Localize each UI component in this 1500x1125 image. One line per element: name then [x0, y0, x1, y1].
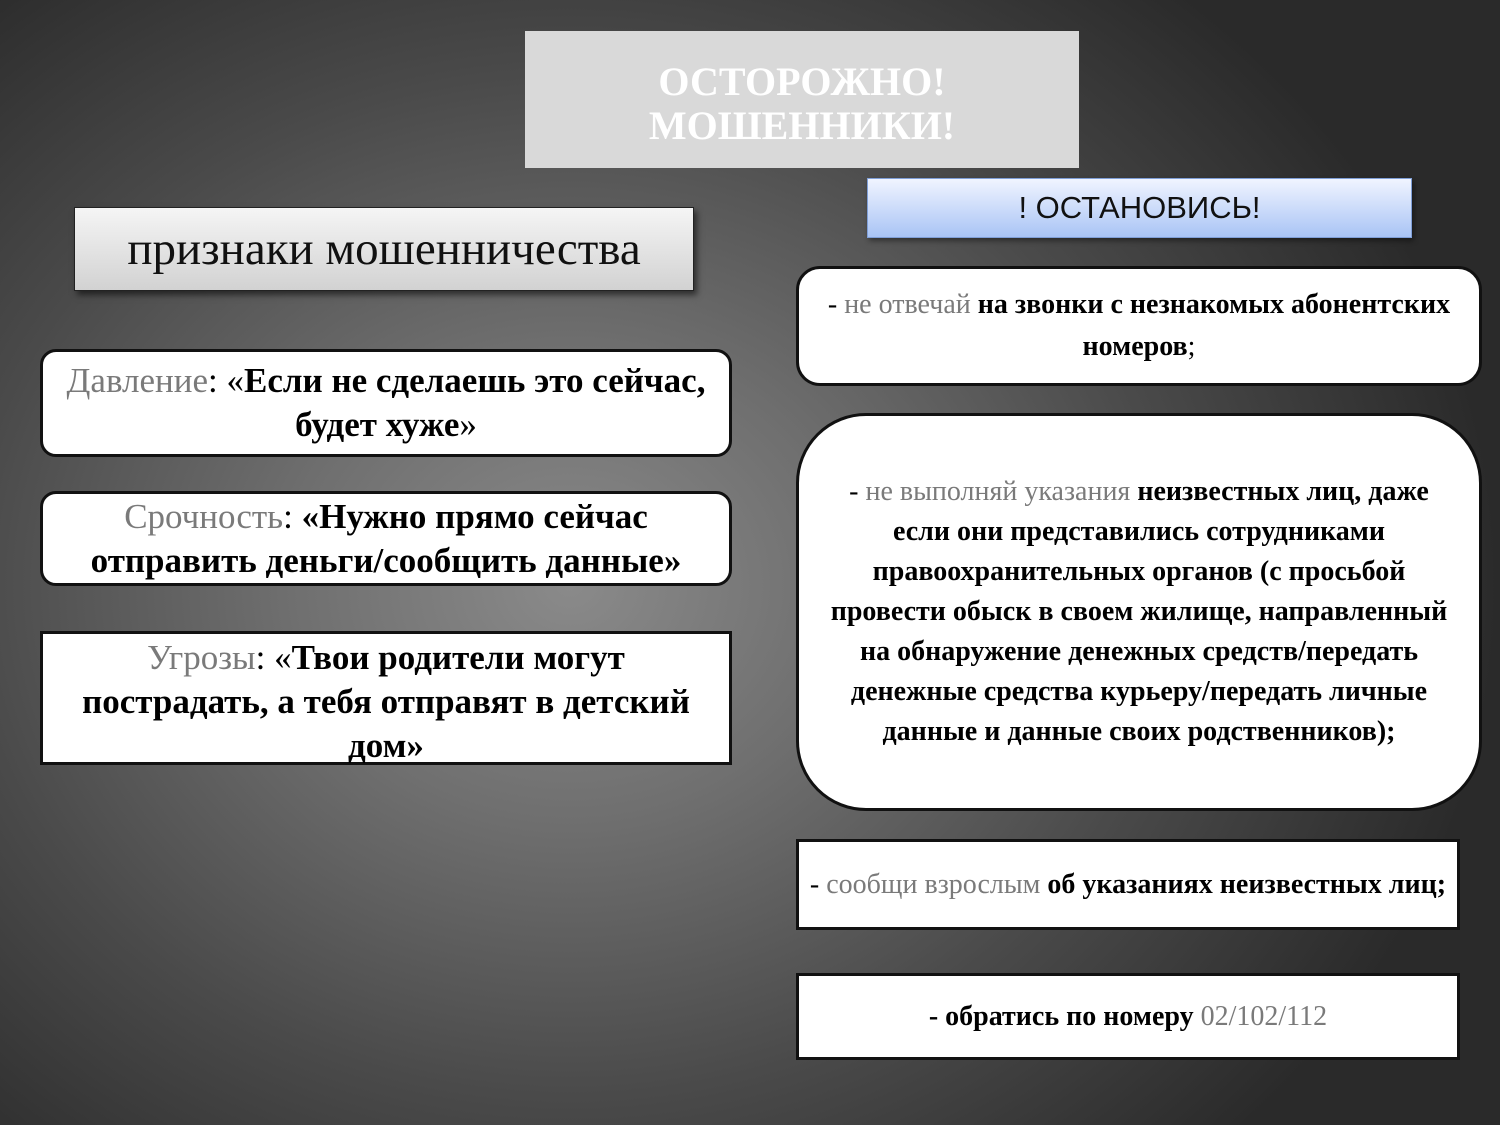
advice-instructions-text: - не выполняй указания неизвестных лиц, даже если они представились сотрудниками правоохранительных органов (с просьбой провести обыск в своем жилище, направленный на обнаружение денежных средств/передать денежные средства курьеру/передать личные данные и данные своих родственников); [830, 476, 1448, 747]
stop-header: ! ОСТАНОВИСЬ! [867, 178, 1412, 238]
advice-calls-text: - не отвечай на звонки с незнакомых абонентских номеров; [827, 289, 1451, 362]
advice-emergency-card [796, 973, 1460, 1060]
sign-threats-text: Угрозы: «Твои родители могут пострадать, а тебя отправят в детский дом» [82, 638, 690, 765]
sign-pressure-card [40, 349, 732, 457]
advice-tell-adults-text: - сообщи взрослым об указаниях неизвестных лиц; [809, 868, 1447, 900]
advice-tell-adults-card [796, 839, 1460, 930]
advice-emergency-text: - обратись по номеру 02/102/112 [928, 1000, 1328, 1032]
sign-quote: «Нужно прямо сейчас отправить деньги/сообщить данные» [90, 496, 682, 580]
sign-label: Срочность [124, 496, 284, 536]
advice-calls-card [796, 266, 1482, 386]
sign-label: Давление [66, 361, 209, 400]
warning-title [525, 31, 1079, 168]
sign-pressure-text: Давление: «Если не сделаешь это сейчас, будет хуже» [66, 361, 706, 444]
fraud-signs-header: признаки мошенничества [74, 207, 694, 291]
title-line-2: МОШЕННИКИ! [648, 102, 956, 148]
advice-instructions-card [796, 413, 1482, 811]
sign-threats-card [40, 631, 732, 765]
sign-urgency-text: Срочность: «Нужно прямо сейчас отправить деньги/сообщить данные» [90, 496, 682, 580]
emergency-numbers: 02/102/112 [1200, 1000, 1328, 1032]
sign-quote: Твои родители могут пострадать, а тебя отправят в детский дом» [82, 638, 690, 765]
title-line-1: ОСТОРОЖНО! [658, 58, 946, 104]
sign-quote: Если не сделаешь это сейчас, будет хуже [244, 361, 706, 444]
sign-urgency-card [40, 491, 732, 586]
sign-label: Угрозы [147, 638, 256, 677]
